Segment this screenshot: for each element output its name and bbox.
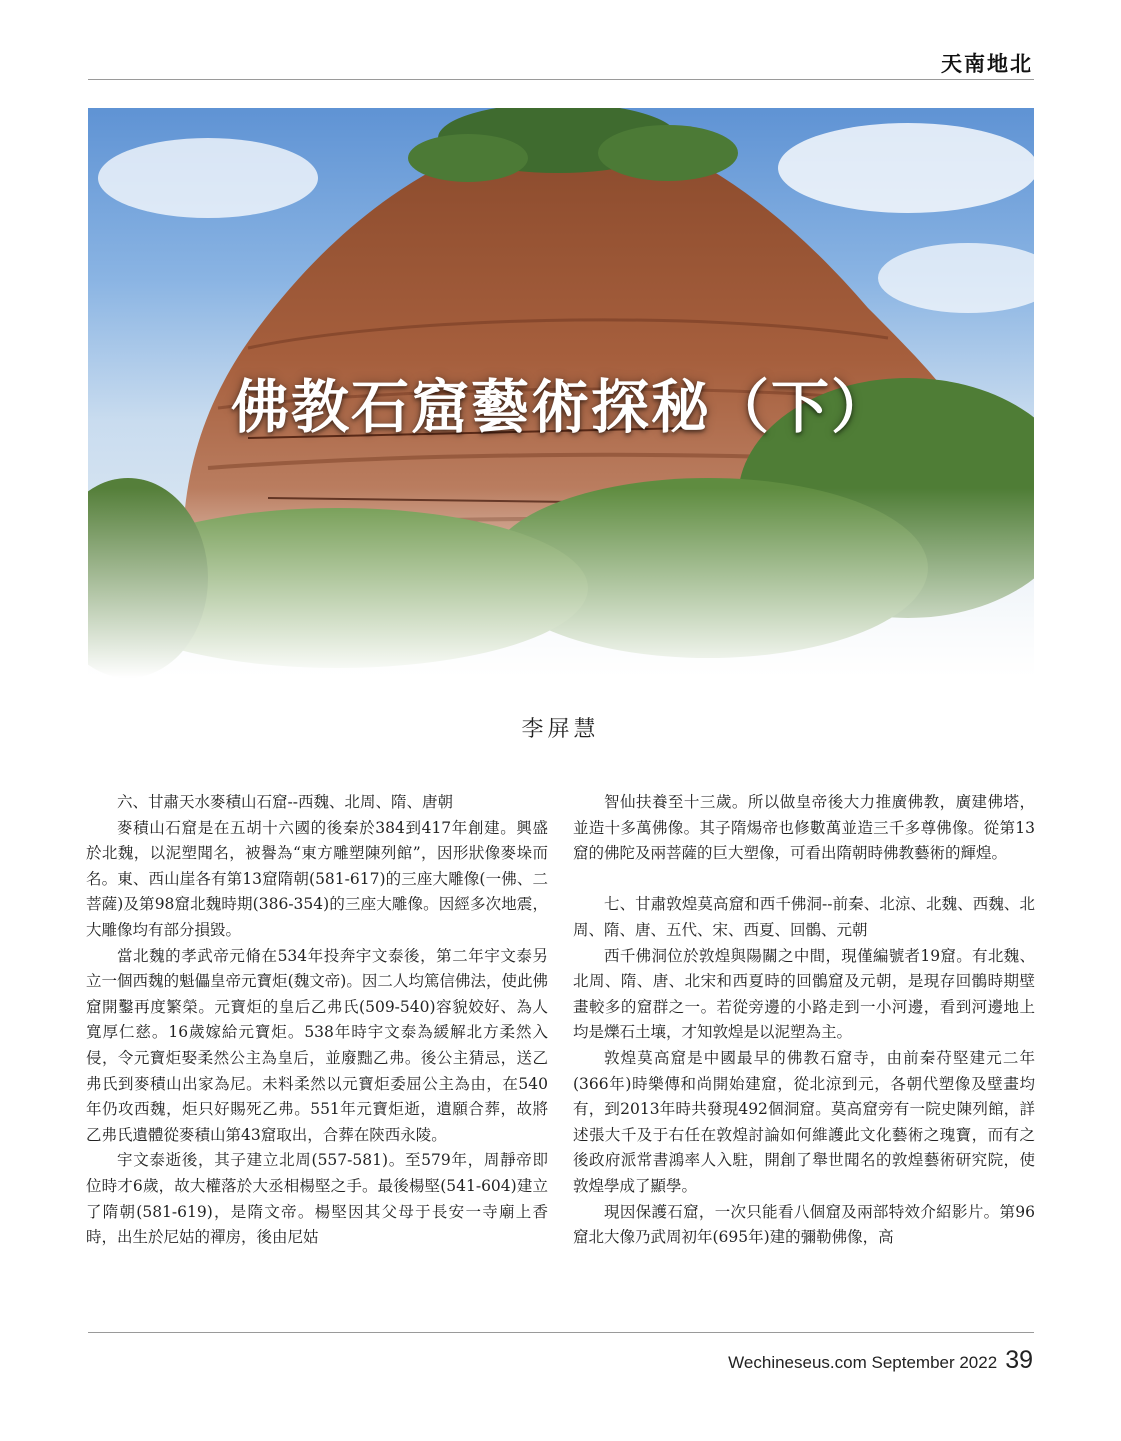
paragraph: 麥積山石窟是在五胡十六國的後秦於384到417年創建。興盛於北魏，以泥塑聞名，被譽為“東方雕塑陳列館”，因形狀像麥垛而名。東、西山崖各有第13窟隋朝(581-617)的三座大雕像(一佛、二菩薩)及第98窟北魏時期(386-354)的三座大雕像。因經多次地震，大雕像均有部分損毀。 <box>86 818 548 939</box>
article-title: 佛教石窟藝術探秘（下） <box>230 373 891 441</box>
section-label: 天南地北 <box>941 51 1033 76</box>
bottom-divider <box>88 1332 1034 1333</box>
footer-site-date: Wechineseus.com September 2022 <box>728 1353 998 1372</box>
article-column-right <box>573 790 1035 1251</box>
paragraph: 西千佛洞位於敦煌與陽關之中間，現僅編號者19窟。有北魏、北周、隋、唐、北宋和西夏時的回鶻窟及元朝，是現存回鶻時期壁畫較多的窟群之一。若從旁邊的小路走到一小河邊，看到河邊地上均是爍石土壤，才知敦煌是以泥塑為主。 <box>573 946 1035 1042</box>
paragraph: 現因保護石窟，一次只能看八個窟及兩部特效介紹影片。第96窟北大像乃武周初年(695年)建的彌勒佛像，高 <box>573 1202 1035 1247</box>
paragraph: 智仙扶養至十三歲。所以做皇帝後大力推廣佛教，廣建佛塔，並造十多萬佛像。其子隋煬帝也修數萬並造三千多尊佛像。從第13窟的佛陀及兩菩薩的巨大塑像，可看出隋朝時佛教藝術的輝煌。 <box>573 793 1035 863</box>
hero-image <box>88 108 1034 678</box>
author-name: 李屏慧 <box>521 717 600 742</box>
section-heading: 七、甘肅敦煌莫高窟和西千佛洞--前秦、北涼、北魏、西魏、北周、隋、唐、五代、宋、西夏、回鶻、元朝 <box>573 895 1035 939</box>
page-number: 39 <box>1005 1346 1033 1374</box>
paragraph: 當北魏的孝武帝元脩在534年投奔宇文泰後，第二年宇文泰另立一個西魏的魁儡皇帝元寶炬(魏文帝)。因二人均篤信佛法，使此佛窟開鑿再度繁榮。元寶炬的皇后乙弗氏(509-540)容貌姣好、為人寬厚仁慈。16歲嫁給元寶炬。538年時宇文泰為緩解北方柔然入侵，令元寶炬娶柔然公主為皇后，並廢黜乙弗。後公主猜忌，送乙弗氏到麥積山出家為尼。未料柔然以元寶炬委屈公主為由，在540年仍攻西魏，炬只好賜死乙弗。551年元寶炬逝，遺願合葬，故將乙弗氏遺體從麥積山第43窟取出，合葬在陝西永陵。 <box>86 946 548 1144</box>
paragraph: 宇文泰逝後，其子建立北周(557-581)。至579年，周靜帝即位時才6歲，故大權落於大丞相楊堅之手。最後楊堅(541-604)建立了隋朝(581-619)，是隋文帝。楊堅因其父母于長安一寺廟上香時，出生於尼姑的禪房，後由尼姑 <box>86 1151 548 1247</box>
article-column-left <box>86 790 548 1251</box>
paragraph: 敦煌莫高窟是中國最早的佛教石窟寺，由前秦苻堅建元二年(366年)時樂傳和尚開始建窟，從北涼到元，各朝代塑像及壁畫均有，到2013年時共發現492個洞窟。莫高窟旁有一院史陳列館，詳述張大千及于右任在敦煌討論如何維護此文化藝術之瑰寶，而有之後政府派常書鴻率人入駐，開創了舉世聞名的敦煌藝術研究院，使敦煌學成了顯學。 <box>573 1048 1035 1195</box>
section-heading: 六、甘肅天水麥積山石窟--西魏、北周、隋、唐朝 <box>117 793 453 811</box>
top-divider <box>88 79 1034 80</box>
page-footer <box>728 1346 1033 1375</box>
